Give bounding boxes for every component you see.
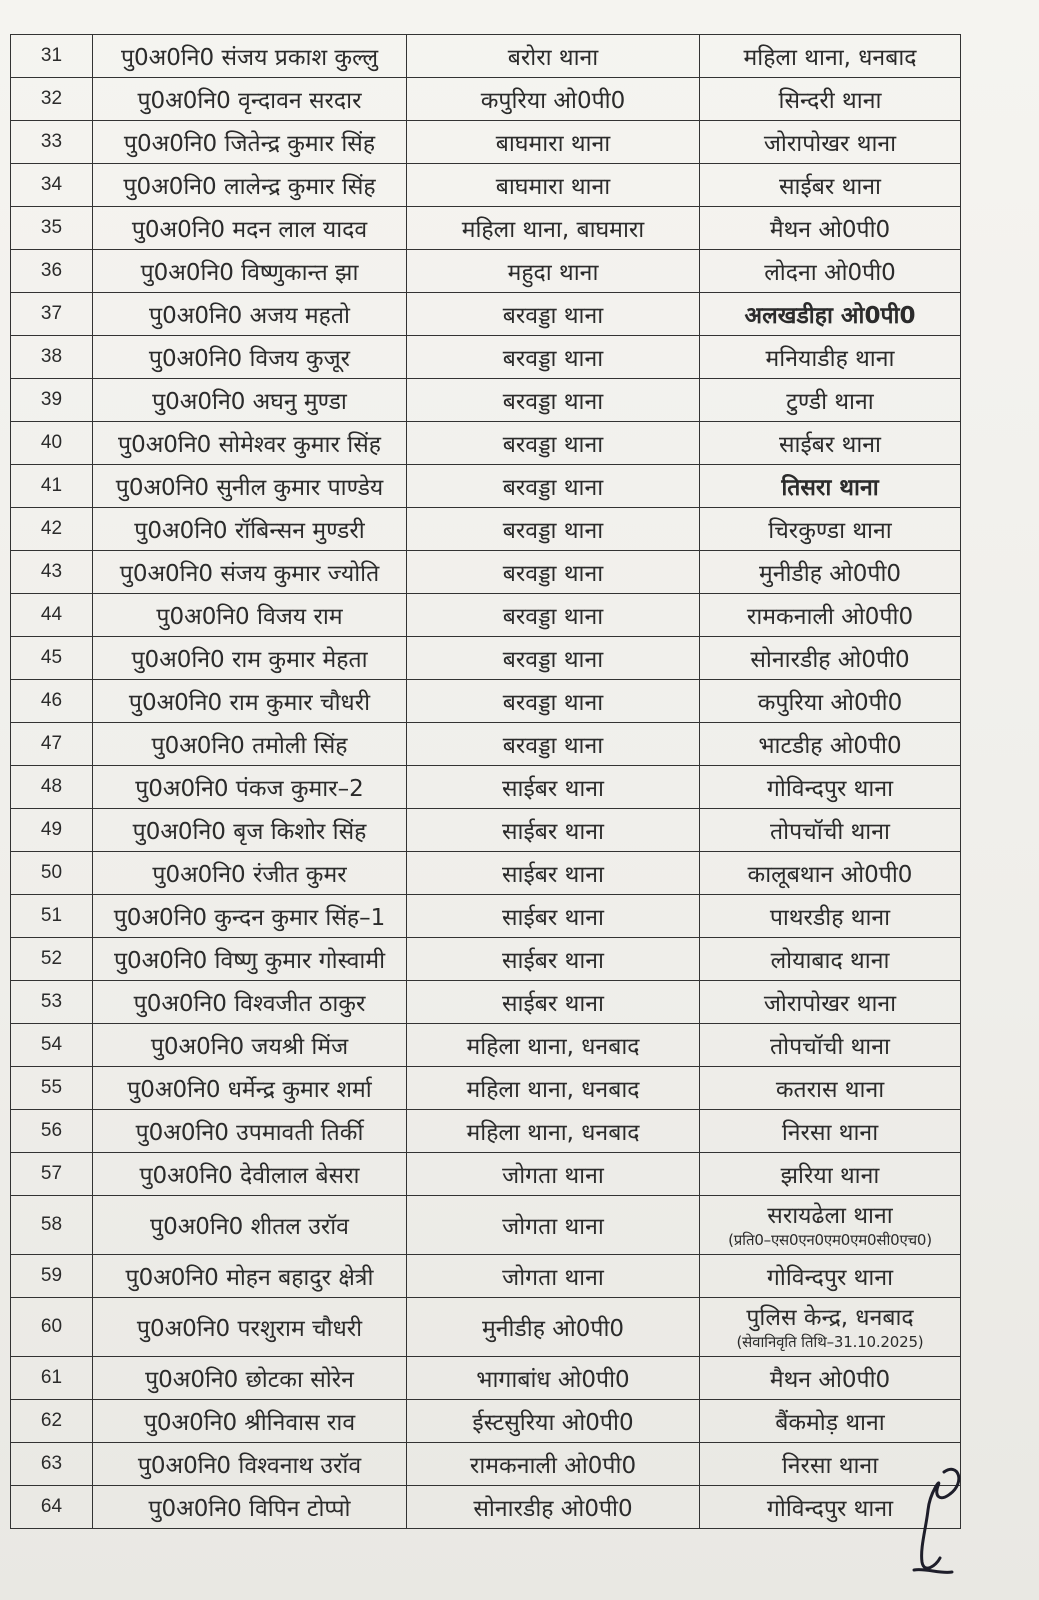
new-posting-cell: पाथरडीह थाना bbox=[700, 895, 961, 938]
new-posting-cell: तोपचॉची थाना bbox=[700, 809, 961, 852]
table-row bbox=[11, 809, 961, 852]
current-posting-cell: बाघमारा थाना bbox=[407, 164, 700, 207]
current-posting-cell: बाघमारा थाना bbox=[407, 121, 700, 164]
new-posting-cell: साईबर थाना bbox=[700, 422, 961, 465]
new-posting-cell: भाटडीह ओ0पी0 bbox=[700, 723, 961, 766]
serial-number-cell: 63 bbox=[11, 1443, 93, 1486]
current-posting-cell: बरवड्डा थाना bbox=[407, 551, 700, 594]
serial-number-cell: 58 bbox=[11, 1196, 93, 1255]
current-posting-cell: साईबर थाना bbox=[407, 852, 700, 895]
serial-number-cell: 40 bbox=[11, 422, 93, 465]
officer-name-cell: पु0अ0नि0 अजय महतो bbox=[93, 293, 407, 336]
officer-name-cell: पु0अ0नि0 विष्णुकान्त झा bbox=[93, 250, 407, 293]
officer-name-cell: पु0अ0नि0 तमोली सिंह bbox=[93, 723, 407, 766]
officer-name-cell: पु0अ0नि0 धर्मेन्द्र कुमार शर्मा bbox=[93, 1067, 407, 1110]
new-posting-cell: कालूबथान ओ0पी0 bbox=[700, 852, 961, 895]
table-row bbox=[11, 1255, 961, 1298]
serial-number-cell: 62 bbox=[11, 1400, 93, 1443]
table-row bbox=[11, 981, 961, 1024]
current-posting-cell: बरवड्डा थाना bbox=[407, 379, 700, 422]
serial-number-cell: 53 bbox=[11, 981, 93, 1024]
table-row bbox=[11, 164, 961, 207]
table-row bbox=[11, 1153, 961, 1196]
officer-name-cell: पु0अ0नि0 कुन्दन कुमार सिंह–1 bbox=[93, 895, 407, 938]
serial-number-cell: 61 bbox=[11, 1357, 93, 1400]
table-row bbox=[11, 1024, 961, 1067]
serial-number-cell: 35 bbox=[11, 207, 93, 250]
serial-number-cell: 38 bbox=[11, 336, 93, 379]
current-posting-cell: बरवड्डा थाना bbox=[407, 637, 700, 680]
new-posting-cell: निरसा थाना bbox=[700, 1443, 961, 1486]
serial-number-cell: 32 bbox=[11, 78, 93, 121]
current-posting-cell: बरवड्डा थाना bbox=[407, 508, 700, 551]
table-row bbox=[11, 121, 961, 164]
new-posting-cell: लोदना ओ0पी0 bbox=[700, 250, 961, 293]
new-posting-cell: साईबर थाना bbox=[700, 164, 961, 207]
officer-name-cell: पु0अ0नि0 मदन लाल यादव bbox=[93, 207, 407, 250]
serial-number-cell: 42 bbox=[11, 508, 93, 551]
new-posting-cell: मैथन ओ0पी0 bbox=[700, 207, 961, 250]
serial-number-cell: 41 bbox=[11, 465, 93, 508]
new-posting-text: सरायढेला थाना bbox=[767, 1202, 893, 1229]
serial-number-cell: 46 bbox=[11, 680, 93, 723]
current-posting-cell: बरवड्डा थाना bbox=[407, 465, 700, 508]
serial-number-cell: 39 bbox=[11, 379, 93, 422]
serial-number-cell: 43 bbox=[11, 551, 93, 594]
table-row bbox=[11, 594, 961, 637]
table-row bbox=[11, 422, 961, 465]
officer-name-cell: पु0अ0नि0 विश्वनाथ उरॉव bbox=[93, 1443, 407, 1486]
current-posting-cell: बरवड्डा थाना bbox=[407, 422, 700, 465]
table-row bbox=[11, 1486, 961, 1529]
officer-name-cell: पु0अ0नि0 देवीलाल बेसरा bbox=[93, 1153, 407, 1196]
new-posting-cell: झरिया थाना bbox=[700, 1153, 961, 1196]
current-posting-cell: साईबर थाना bbox=[407, 766, 700, 809]
current-posting-cell: साईबर थाना bbox=[407, 895, 700, 938]
table-row bbox=[11, 336, 961, 379]
new-posting-cell: सिन्दरी थाना bbox=[700, 78, 961, 121]
current-posting-cell: रामकनाली ओ0पी0 bbox=[407, 1443, 700, 1486]
current-posting-cell: बरोरा थाना bbox=[407, 35, 700, 78]
new-posting-cell: टुण्डी थाना bbox=[700, 379, 961, 422]
table-row bbox=[11, 852, 961, 895]
officer-name-cell: पु0अ0नि0 विजय कुजूर bbox=[93, 336, 407, 379]
officer-name-cell: पु0अ0नि0 विजय राम bbox=[93, 594, 407, 637]
current-posting-cell: जोगता थाना bbox=[407, 1196, 700, 1255]
new-posting-cell: तोपचॉची थाना bbox=[700, 1024, 961, 1067]
officer-name-cell: पु0अ0नि0 राम कुमार चौधरी bbox=[93, 680, 407, 723]
current-posting-cell: भागाबांध ओ0पी0 bbox=[407, 1357, 700, 1400]
table-row bbox=[11, 35, 961, 78]
current-posting-cell: महिला थाना, धनबाद bbox=[407, 1067, 700, 1110]
new-posting-cell: मनियाडीह थाना bbox=[700, 336, 961, 379]
table-row bbox=[11, 1067, 961, 1110]
table-row bbox=[11, 766, 961, 809]
officer-name-cell: पु0अ0नि0 विष्णु कुमार गोस्वामी bbox=[93, 938, 407, 981]
table-row bbox=[11, 723, 961, 766]
current-posting-cell: बरवड्डा थाना bbox=[407, 680, 700, 723]
serial-number-cell: 44 bbox=[11, 594, 93, 637]
current-posting-cell: ईस्टसुरिया ओ0पी0 bbox=[407, 1400, 700, 1443]
new-posting-cell: लोयाबाद थाना bbox=[700, 938, 961, 981]
table-row bbox=[11, 207, 961, 250]
current-posting-cell: बरवड्डा थाना bbox=[407, 594, 700, 637]
serial-number-cell: 31 bbox=[11, 35, 93, 78]
officer-name-cell: पु0अ0नि0 श्रीनिवास राव bbox=[93, 1400, 407, 1443]
current-posting-cell: कपुरिया ओ0पी0 bbox=[407, 78, 700, 121]
table-body bbox=[11, 35, 961, 1529]
serial-number-cell: 52 bbox=[11, 938, 93, 981]
current-posting-cell: महुदा थाना bbox=[407, 250, 700, 293]
table-row bbox=[11, 1110, 961, 1153]
officer-name-cell: पु0अ0नि0 विपिन टोप्पो bbox=[93, 1486, 407, 1529]
officer-name-cell: पु0अ0नि0 संजय कुमार ज्योति bbox=[93, 551, 407, 594]
current-posting-cell: महिला थाना, धनबाद bbox=[407, 1110, 700, 1153]
serial-number-cell: 51 bbox=[11, 895, 93, 938]
table-row bbox=[11, 465, 961, 508]
serial-number-cell: 47 bbox=[11, 723, 93, 766]
serial-number-cell: 34 bbox=[11, 164, 93, 207]
posting-note: (प्रति0–एस0एन0एम0एम0सी0एच0) bbox=[728, 1230, 932, 1249]
new-posting-cell: चिरकुण्डा थाना bbox=[700, 508, 961, 551]
officer-name-cell: पु0अ0नि0 बृज किशोर सिंह bbox=[93, 809, 407, 852]
serial-number-cell: 37 bbox=[11, 293, 93, 336]
officer-name-cell: पु0अ0नि0 मोहन बहादुर क्षेत्री bbox=[93, 1255, 407, 1298]
current-posting-cell: मुनीडीह ओ0पी0 bbox=[407, 1298, 700, 1357]
current-posting-cell: साईबर थाना bbox=[407, 981, 700, 1024]
new-posting-cell: कतरास थाना bbox=[700, 1067, 961, 1110]
new-posting-cell: महिला थाना, धनबाद bbox=[700, 35, 961, 78]
officer-name-cell: पु0अ0नि0 जयश्री मिंज bbox=[93, 1024, 407, 1067]
new-posting-cell: जोरापोखर थाना bbox=[700, 981, 961, 1024]
serial-number-cell: 45 bbox=[11, 637, 93, 680]
new-posting-cell: मैथन ओ0पी0 bbox=[700, 1357, 961, 1400]
current-posting-cell: महिला थाना, धनबाद bbox=[407, 1024, 700, 1067]
table-row bbox=[11, 637, 961, 680]
officer-name-cell: पु0अ0नि0 शीतल उरॉव bbox=[93, 1196, 407, 1255]
table-row bbox=[11, 1443, 961, 1486]
new-posting-cell bbox=[700, 1196, 961, 1255]
new-posting-cell: अलखडीहा ओ0पी0 bbox=[700, 293, 961, 336]
current-posting-cell: साईबर थाना bbox=[407, 938, 700, 981]
serial-number-cell: 57 bbox=[11, 1153, 93, 1196]
officer-name-cell: पु0अ0नि0 लालेन्द्र कुमार सिंह bbox=[93, 164, 407, 207]
serial-number-cell: 49 bbox=[11, 809, 93, 852]
serial-number-cell: 36 bbox=[11, 250, 93, 293]
officer-name-cell: पु0अ0नि0 जितेन्द्र कुमार सिंह bbox=[93, 121, 407, 164]
table-row bbox=[11, 1298, 961, 1357]
current-posting-cell: महिला थाना, बाघमारा bbox=[407, 207, 700, 250]
table-row bbox=[11, 1196, 961, 1255]
current-posting-cell: सोनारडीह ओ0पी0 bbox=[407, 1486, 700, 1529]
new-posting-text: पुलिस केन्द्र, धनबाद bbox=[746, 1304, 914, 1331]
officer-name-cell: पु0अ0नि0 रॉबिन्सन मुण्डरी bbox=[93, 508, 407, 551]
officer-name-cell: पु0अ0नि0 अघनु मुण्डा bbox=[93, 379, 407, 422]
table-row bbox=[11, 379, 961, 422]
new-posting-cell: बैंकमोड़ थाना bbox=[700, 1400, 961, 1443]
officer-name-cell: पु0अ0नि0 पंकज कुमार–2 bbox=[93, 766, 407, 809]
serial-number-cell: 59 bbox=[11, 1255, 93, 1298]
new-posting-cell: गोविन्दपुर थाना bbox=[700, 1255, 961, 1298]
serial-number-cell: 33 bbox=[11, 121, 93, 164]
table-row bbox=[11, 508, 961, 551]
officer-name-cell: पु0अ0नि0 वृन्दावन सरदार bbox=[93, 78, 407, 121]
table-row bbox=[11, 293, 961, 336]
new-posting-cell: जोरापोखर थाना bbox=[700, 121, 961, 164]
table-row bbox=[11, 680, 961, 723]
posting-note: (सेवानिवृति तिथि–31.10.2025) bbox=[736, 1332, 924, 1351]
new-posting-cell: सोनारडीह ओ0पी0 bbox=[700, 637, 961, 680]
serial-number-cell: 60 bbox=[11, 1298, 93, 1357]
table-row bbox=[11, 1357, 961, 1400]
new-posting-cell: कपुरिया ओ0पी0 bbox=[700, 680, 961, 723]
table-row bbox=[11, 250, 961, 293]
serial-number-cell: 56 bbox=[11, 1110, 93, 1153]
officer-name-cell: पु0अ0नि0 सुनील कुमार पाण्डेय bbox=[93, 465, 407, 508]
new-posting-cell: गोविन्दपुर थाना bbox=[700, 766, 961, 809]
new-posting-cell: तिसरा थाना bbox=[700, 465, 961, 508]
current-posting-cell: बरवड्डा थाना bbox=[407, 293, 700, 336]
officer-name-cell: पु0अ0नि0 छोटका सोरेन bbox=[93, 1357, 407, 1400]
serial-number-cell: 64 bbox=[11, 1486, 93, 1529]
current-posting-cell: साईबर थाना bbox=[407, 809, 700, 852]
current-posting-cell: जोगता थाना bbox=[407, 1153, 700, 1196]
officer-name-cell: पु0अ0नि0 सोमेश्वर कुमार सिंह bbox=[93, 422, 407, 465]
new-posting-cell: निरसा थाना bbox=[700, 1110, 961, 1153]
table-row bbox=[11, 78, 961, 121]
officer-name-cell: पु0अ0नि0 राम कुमार मेहता bbox=[93, 637, 407, 680]
table-row bbox=[11, 1400, 961, 1443]
table-row bbox=[11, 895, 961, 938]
serial-number-cell: 55 bbox=[11, 1067, 93, 1110]
current-posting-cell: बरवड्डा थाना bbox=[407, 723, 700, 766]
officer-name-cell: पु0अ0नि0 परशुराम चौधरी bbox=[93, 1298, 407, 1357]
serial-number-cell: 54 bbox=[11, 1024, 93, 1067]
officer-name-cell: पु0अ0नि0 रंजीत कुमर bbox=[93, 852, 407, 895]
table-row bbox=[11, 938, 961, 981]
serial-number-cell: 48 bbox=[11, 766, 93, 809]
current-posting-cell: जोगता थाना bbox=[407, 1255, 700, 1298]
new-posting-cell: मुनीडीह ओ0पी0 bbox=[700, 551, 961, 594]
new-posting-cell: गोविन्दपुर थाना bbox=[700, 1486, 961, 1529]
handwritten-signature bbox=[900, 1462, 970, 1592]
transfer-list-table bbox=[10, 34, 961, 1529]
officer-name-cell: पु0अ0नि0 विश्वजीत ठाकुर bbox=[93, 981, 407, 1024]
table-row bbox=[11, 551, 961, 594]
new-posting-cell bbox=[700, 1298, 961, 1357]
officer-name-cell: पु0अ0नि0 संजय प्रकाश कुल्लु bbox=[93, 35, 407, 78]
officer-name-cell: पु0अ0नि0 उपमावती तिर्की bbox=[93, 1110, 407, 1153]
serial-number-cell: 50 bbox=[11, 852, 93, 895]
current-posting-cell: बरवड्डा थाना bbox=[407, 336, 700, 379]
new-posting-cell: रामकनाली ओ0पी0 bbox=[700, 594, 961, 637]
